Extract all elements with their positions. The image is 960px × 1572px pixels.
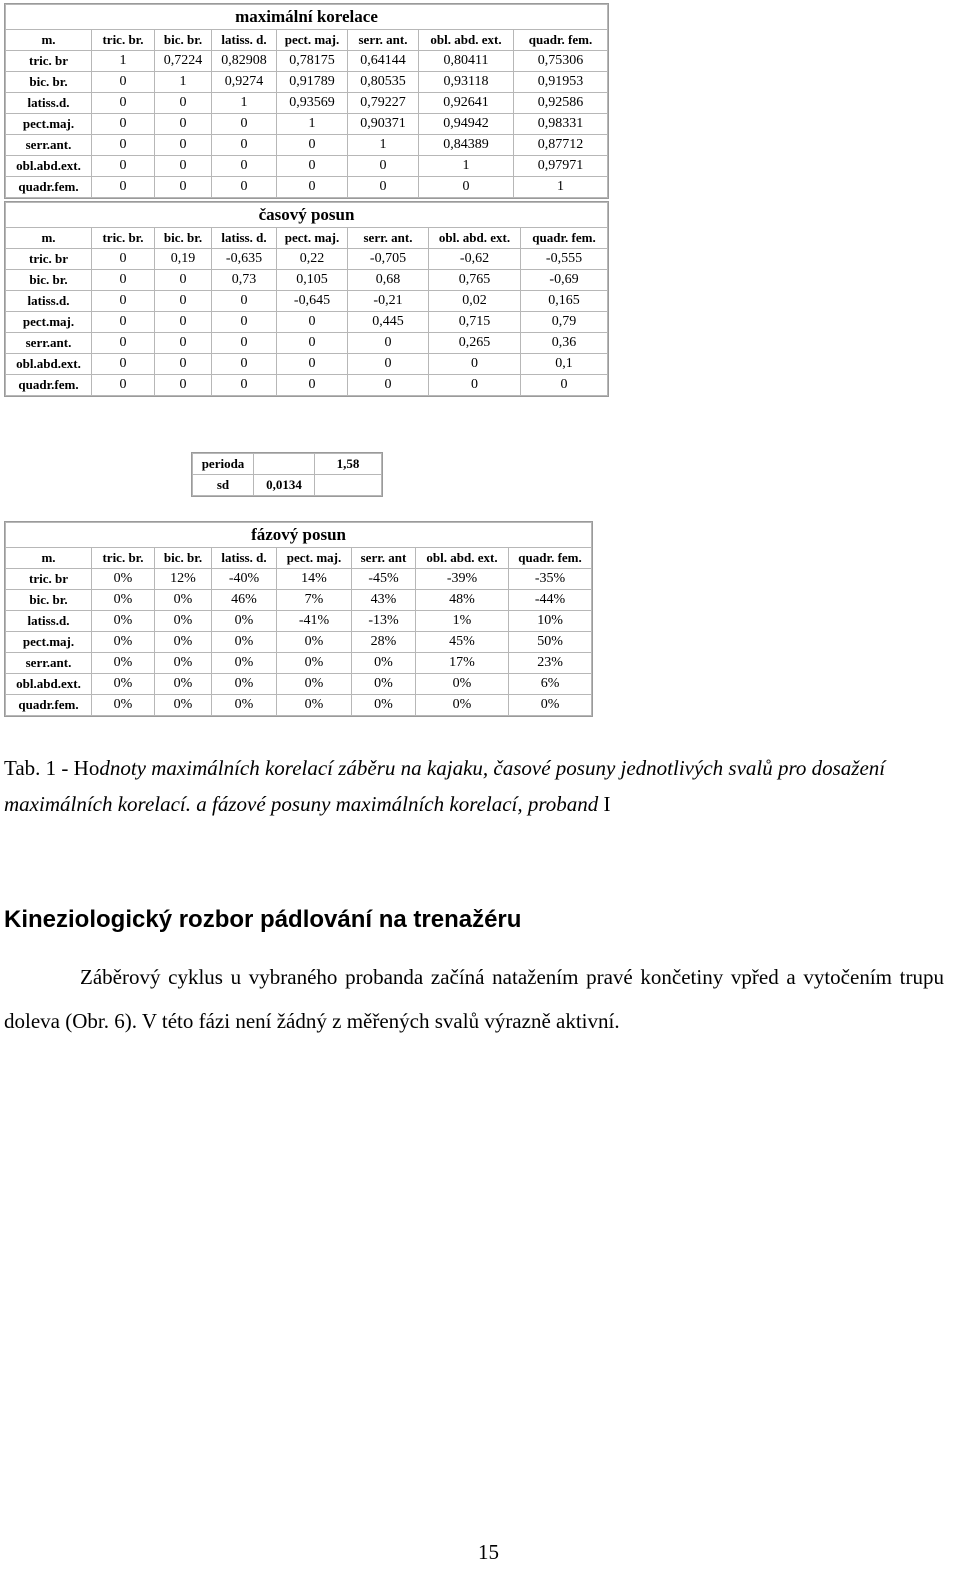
table-cell: 0 [92,354,155,375]
table-cell: 0% [416,674,509,695]
table-title: časový posun [6,203,608,228]
table-cell: -41% [277,611,352,632]
table-cell: 0 [419,177,514,198]
table-cell: 23% [509,653,592,674]
table-cell: 0,73 [212,270,277,291]
table-cell: 0 [212,375,277,396]
table-cell: 10% [509,611,592,632]
table-row [6,354,608,375]
table-row [6,249,608,270]
row-label: pect.maj. [6,114,92,135]
table-caption [4,750,960,822]
table-cell: -39% [416,569,509,590]
sd-label: sd [193,475,254,496]
table-cell: 0 [348,354,429,375]
table-cell: 0,80535 [348,72,419,93]
table-cell: 28% [352,632,416,653]
table-row [6,312,608,333]
table-cell: 0 [155,312,212,333]
column-header: quadr. fem. [521,228,608,249]
table-cell: 7% [277,590,352,611]
column-header: tric. br. [92,548,155,569]
table-cell: 0,445 [348,312,429,333]
caption-italic: dnoty maximálních korelací záběru na kajaku, časové posuny jednotlivých svalů pro dosažení maximálních korelací. a fázové posuny maximálních korelací, proband [4,756,886,816]
table-cell: 0 [277,375,348,396]
table-cell: 0,98331 [514,114,608,135]
table-cell: 0,75306 [514,51,608,72]
table-cell: -0,21 [348,291,429,312]
table-cell: 0% [352,674,416,695]
table-row [6,291,608,312]
empty-cell [254,454,315,475]
table-time-shift [5,202,608,396]
table-cell: 0 [277,333,348,354]
column-header: m. [6,30,92,51]
table-cell: 0% [352,695,416,716]
table-cell: 0,79227 [348,93,419,114]
table-cell: 0% [212,632,277,653]
table-cell: 0,1 [521,354,608,375]
table-cell: 0,92641 [419,93,514,114]
table-header-row [6,228,608,249]
table-cell: 0 [155,114,212,135]
table-header-row [6,30,608,51]
column-header: bic. br. [155,228,212,249]
table-row [6,72,608,93]
table-cell: 0 [521,375,608,396]
table-cell: 0% [352,653,416,674]
column-header: tric. br. [92,30,155,51]
row-label: bic. br. [6,270,92,291]
table-cell: 0,78175 [277,51,348,72]
table-cell: 43% [352,590,416,611]
table-row [6,177,608,198]
table-cell: 1% [416,611,509,632]
table-cell: 0% [92,695,155,716]
table-row [6,375,608,396]
table-row [6,270,608,291]
column-header: latiss. d. [212,548,277,569]
table-cell: 0,94942 [419,114,514,135]
row-label: bic. br. [6,72,92,93]
row-label: serr.ant. [6,333,92,354]
row-label: obl.abd.ext. [6,156,92,177]
table-cell: 0,02 [429,291,521,312]
sd-value: 0,0134 [254,475,315,496]
table-cell: -35% [509,569,592,590]
row-label: obl.abd.ext. [6,354,92,375]
column-header: m. [6,548,92,569]
table-cell: 0 [212,291,277,312]
table-cell: 0 [277,354,348,375]
table-cell: 0 [92,270,155,291]
table-cell: 0 [92,177,155,198]
table-row [6,156,608,177]
row-label: serr.ant. [6,135,92,156]
table-cell: 0 [212,354,277,375]
table-cell: 0 [92,375,155,396]
table-cell: 0 [92,312,155,333]
table-cell: 0,105 [277,270,348,291]
column-header: serr. ant. [348,228,429,249]
table-cell: 0 [155,93,212,114]
row-label: serr.ant. [6,653,92,674]
table-cell: -0,555 [521,249,608,270]
table-header-row [6,548,592,569]
period-value: 1,58 [315,454,382,475]
table-cell: 0,19 [155,249,212,270]
table-cell: 6% [509,674,592,695]
table-cell: 0 [155,135,212,156]
table-cell: 0,265 [429,333,521,354]
table-cell: 0 [348,375,429,396]
table-cell: 0% [155,695,212,716]
row-label: bic. br. [6,590,92,611]
table-max-correlation [5,4,608,198]
table-row [6,114,608,135]
caption-suffix: I [598,792,611,816]
row-label: latiss.d. [6,611,92,632]
table-cell: 0% [277,674,352,695]
table-row [6,333,608,354]
table-cell: 0% [155,590,212,611]
table-cell: 1 [92,51,155,72]
body-paragraph: Záběrový cyklus u vybraného probanda začíná natažením pravé končetiny vpřed a vytočením trupu doleva (Obr. 6). V této fázi není žádný z měřených svalů výrazně aktivní. [4,965,944,1033]
table-cell: 0,87712 [514,135,608,156]
table-cell: 0,91953 [514,72,608,93]
table-cell: 1 [277,114,348,135]
table-cell: 0 [155,375,212,396]
table-cell: 0 [212,114,277,135]
table-cell: -0,705 [348,249,429,270]
table-phase-shift [5,522,592,716]
column-header: quadr. fem. [509,548,592,569]
column-header: obl. abd. ext. [429,228,521,249]
table-row [6,632,592,653]
table-cell: 0 [348,156,419,177]
period-table [192,453,382,496]
table-row [6,611,592,632]
table-cell: 1 [348,135,419,156]
table-cell: 0% [416,695,509,716]
table-cell: 0% [92,632,155,653]
table-cell: 0,97971 [514,156,608,177]
table-cell: 12% [155,569,212,590]
table-row [6,51,608,72]
table-cell: 0,91789 [277,72,348,93]
column-header: pect. maj. [277,228,348,249]
row-label: latiss.d. [6,93,92,114]
table-row [6,695,592,716]
table-cell: 0,36 [521,333,608,354]
table-cell: 0 [155,270,212,291]
row-label: tric. br [6,51,92,72]
table-cell: 1 [514,177,608,198]
section-heading: Kineziologický rozbor pádlování na trenažéru [4,906,522,933]
table-cell: -0,635 [212,249,277,270]
table-cell: 0 [155,333,212,354]
column-header: serr. ant. [348,30,419,51]
table-cell: 0 [155,291,212,312]
column-header: obl. abd. ext. [416,548,509,569]
table-cell: 0% [212,695,277,716]
column-header: bic. br. [155,548,212,569]
table-cell: 0,84389 [419,135,514,156]
table-cell: 0 [155,177,212,198]
row-label: tric. br [6,569,92,590]
table-cell: 0 [429,375,521,396]
table-cell: 0,82908 [212,51,277,72]
table-cell: 0 [155,354,212,375]
table-cell: 0% [212,674,277,695]
table-cell: 0% [277,632,352,653]
table-cell: 0 [348,333,429,354]
table-cell: -44% [509,590,592,611]
table-cell: 0 [92,291,155,312]
table-row [6,674,592,695]
table-cell: 17% [416,653,509,674]
table-cell: 0% [92,611,155,632]
table-cell: 1 [212,93,277,114]
table-cell: 0% [155,674,212,695]
table-cell: 0% [155,611,212,632]
table-row [6,135,608,156]
table-row [6,569,592,590]
table-cell: 0 [212,312,277,333]
table-cell: 0 [348,177,419,198]
table-cell: 0 [92,114,155,135]
table-cell: 0,22 [277,249,348,270]
caption-prefix: Tab. 1 - Ho [4,756,100,780]
table-cell: 0 [277,177,348,198]
table-title: maximální korelace [6,5,608,30]
row-label: quadr.fem. [6,375,92,396]
table-cell: 0 [212,135,277,156]
table-cell: 0,7224 [155,51,212,72]
table-cell: 0 [92,156,155,177]
table-cell: 0,93118 [419,72,514,93]
table-cell: 0 [429,354,521,375]
table-cell: 0% [92,653,155,674]
table-cell: 48% [416,590,509,611]
table-cell: 0 [277,312,348,333]
table-cell: -0,645 [277,291,348,312]
column-header: obl. abd. ext. [419,30,514,51]
table-cell: 0,93569 [277,93,348,114]
table-cell: 45% [416,632,509,653]
table-cell: 0 [212,156,277,177]
row-label: tric. br [6,249,92,270]
table-cell: 0,79 [521,312,608,333]
row-label: pect.maj. [6,632,92,653]
column-header: pect. maj. [277,30,348,51]
table-cell: 0% [92,674,155,695]
table-cell: 0,9274 [212,72,277,93]
table-cell: 50% [509,632,592,653]
table-cell: 0,80411 [419,51,514,72]
table-cell: 0% [212,611,277,632]
table-cell: -45% [352,569,416,590]
column-header: m. [6,228,92,249]
table-cell: 0 [92,333,155,354]
row-label: quadr.fem. [6,177,92,198]
row-label: pect.maj. [6,312,92,333]
table-row [6,590,592,611]
table-cell: 0 [277,135,348,156]
page-number: 15 [478,1540,499,1564]
table-cell: 0 [212,177,277,198]
table-row [6,653,592,674]
column-header: bic. br. [155,30,212,51]
column-header: latiss. d. [212,228,277,249]
table-cell: 0% [155,653,212,674]
table-cell: 0% [212,653,277,674]
row-label: obl.abd.ext. [6,674,92,695]
table-cell: 1 [155,72,212,93]
table-cell: 0,765 [429,270,521,291]
row-label: quadr.fem. [6,695,92,716]
row-label: latiss.d. [6,291,92,312]
table-cell: 0% [92,569,155,590]
table-cell: 46% [212,590,277,611]
table-cell: 0,715 [429,312,521,333]
table-cell: -0,69 [521,270,608,291]
table-cell: 0% [155,632,212,653]
table-cell: 0 [92,93,155,114]
table-cell: -40% [212,569,277,590]
column-header: latiss. d. [212,30,277,51]
table-cell: 0% [92,590,155,611]
table-row [6,93,608,114]
column-header: tric. br. [92,228,155,249]
column-header: quadr. fem. [514,30,608,51]
table-cell: 0,68 [348,270,429,291]
table-cell: 0,165 [521,291,608,312]
empty-cell [315,475,382,496]
table-cell: 0 [277,156,348,177]
table-cell: -0,62 [429,249,521,270]
column-header: serr. ant [352,548,416,569]
period-label: perioda [193,454,254,475]
table-cell: 0 [92,249,155,270]
table-cell: 0,90371 [348,114,419,135]
table-cell: 0% [277,695,352,716]
table-cell: 1 [419,156,514,177]
table-cell: 0 [155,156,212,177]
table-cell: 0% [277,653,352,674]
table-cell: 0 [92,135,155,156]
column-header: pect. maj. [277,548,352,569]
table-cell: 0 [212,333,277,354]
table-cell: 0,64144 [348,51,419,72]
table-cell: 0,92586 [514,93,608,114]
table-cell: -13% [352,611,416,632]
table-title: fázový posun [6,523,592,548]
table-cell: 14% [277,569,352,590]
table-cell: 0% [509,695,592,716]
table-cell: 0 [92,72,155,93]
